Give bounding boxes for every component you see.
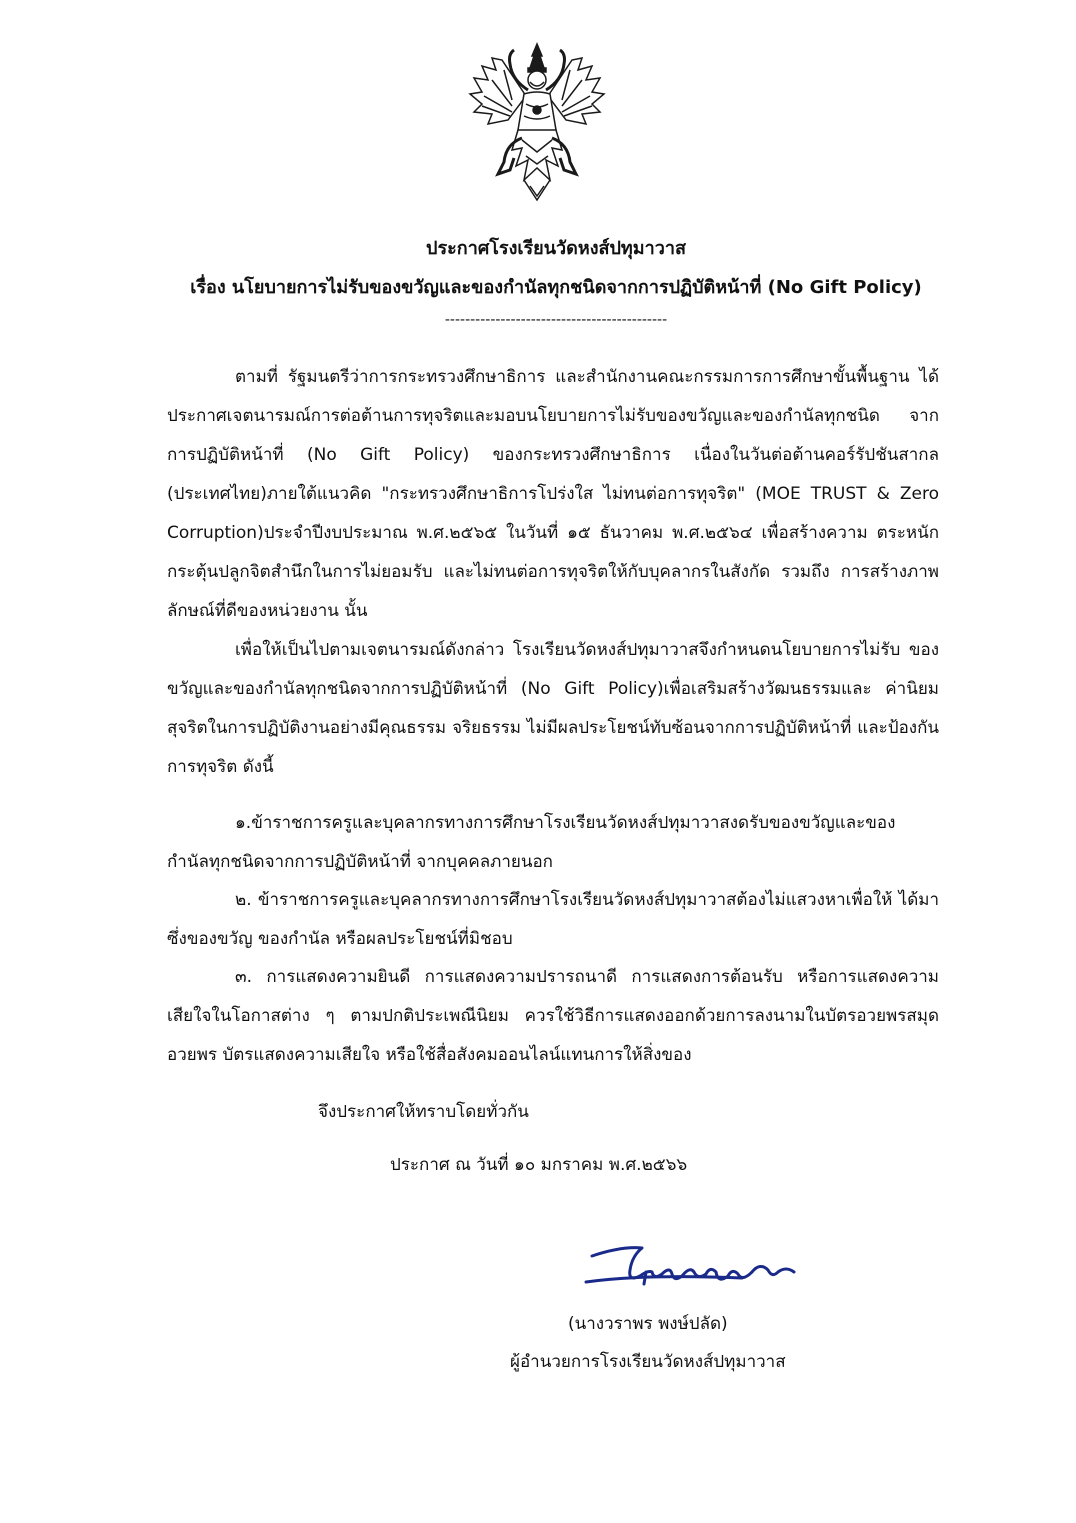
paragraph-background-text: ตามที่ รัฐมนตรีว่าการกระทรวงศึกษาธิการ และสำนักงานคณะกรรมการการศึกษาขั้นพื้นฐาน ได้ประกาศเจตนารมณ์การต่อต้านการทุจริตและมอบนโยบายการไม่รับของขวัญและของกำนัลทุกชนิด จากการปฏิบัติหน้าที่ (No Gift Policy) ของกระทรวงศึกษาธิการ เนื่องในวันต่อต้านคอร์รัปชันสากล (ประเทศไทย)ภายใต้แนวคิด "กระทรวงศึกษาธิการโปร่งใส ไม่ทนต่อการทุจริต" (MOE TRUST & Zero Corruption)ประจำปีงบประมาณ พ.ศ.๒๕๖๕ ในวันที่ ๑๕ ธันวาคม พ.ศ.๒๕๖๔ เพื่อสร้างความ ตระหนัก กระตุ้นปลูกจิตสำนึกในการไม่ยอมรับ และไม่ทนต่อการทุจริตให้กับบุคลากรในสังกัด รวมถึง การสร้างภาพลักษณ์ที่ดีของหน่วยงาน นั้น [167,367,939,621]
handwritten-signature [582,1226,812,1316]
policy-item-2-text: ๒. ข้าราชการครูและบุคลากรทางการศึกษาโรงเรียนวัดหงส์ปทุมาวาสต้องไม่แสวงหาเพื่อให้ ได้มาซึ่งของขวัญ ของกำนัล หรือผลประโยชน์ที่มิชอบ [167,890,939,949]
policy-item-2 [167,881,939,959]
signatory-position: ผู้อำนวยการโรงเรียนวัดหงส์ปทุมาวาส [510,1352,786,1372]
paragraph-policy-intro [167,631,939,787]
policy-item-3-text: ๓. การแสดงความยินดี การแสดงความปรารถนาดี การแสดงการต้อนรับ หรือการแสดงความ เสียใจในโอกาสต่าง ๆ ตามปกติประเพณีนิยม ควรใช้วิธีการแสดงออกด้วยการลงนามในบัตรอวยพรสมุด อวยพร บัตรแสดงความเสียใจ หรือใช้สื่อสังคมออนไลน์แทนการให้สิ่งของ [167,967,939,1065]
closing-announcement: จึงประกาศให้ทราบโดยทั่วกัน [318,1102,529,1122]
document-subject: เรื่อง นโยบายการไม่รับของขวัญและของกำนัลทุกชนิดจากการปฏิบัติหน้าที่ (No Gift Policy) [190,277,922,298]
document-title: ประกาศโรงเรียนวัดหงส์ปทุมาวาส [426,238,686,259]
title-separator: -------------------------------------------- [444,312,668,328]
signatory-name: (นางวราพร พงษ์ปลัด) [568,1314,728,1334]
policy-item-3 [167,958,939,1075]
paragraph-background [167,358,939,631]
announcement-date: ประกาศ ณ วันที่ ๑๐ มกราคม พ.ศ.๒๕๖๖ [390,1155,688,1175]
garuda-emblem-icon [452,40,622,210]
policy-item-1-text: ๑.ข้าราชการครูและบุคลากรทางการศึกษาโรงเรียนวัดหงส์ปทุมาวาสงดรับของขวัญและของ กำนัลทุกชนิดจากการปฏิบัติหน้าที่ จากบุคคลภายนอก [167,813,896,872]
policy-item-1 [167,804,939,882]
paragraph-policy-intro-text: เพื่อให้เป็นไปตามเจตนารมณ์ดังกล่าว โรงเรียนวัดหงส์ปทุมาวาสจึงกำหนดนโยบายการไม่รับ ของขวัญและของกำนัลทุกชนิดจากการปฏิบัติหน้าที่ (No Gift Policy)เพื่อเสริมสร้างวัฒนธรรมและ ค่านิยมสุจริตในการปฏิบัติงานอย่างมีคุณธรรม จริยธรรม ไม่มีผลประโยชน์ทับซ้อนจากการปฏิบัติหน้าที่ และป้องกันการทุจริต ดังนี้ [167,640,939,777]
